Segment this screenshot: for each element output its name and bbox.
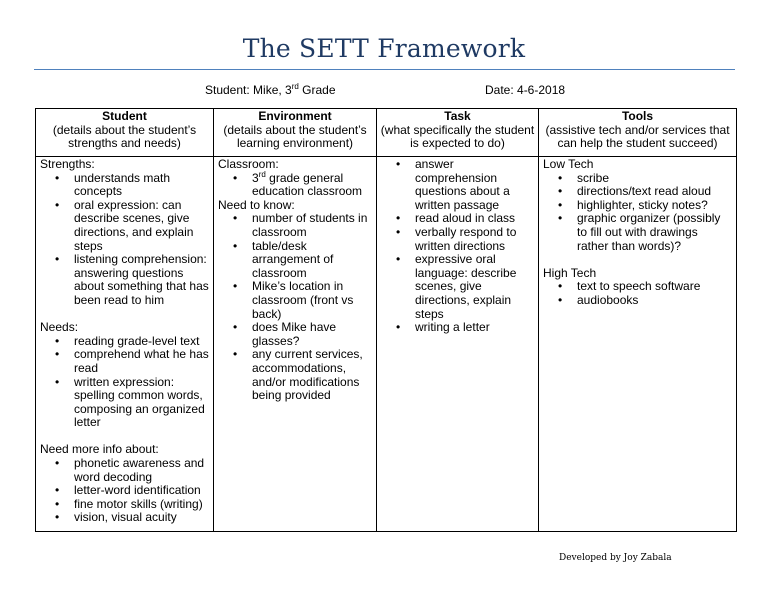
content-row [36, 157, 737, 532]
more-info-label: Need more info about: [40, 442, 159, 457]
classroom-grade-suffix: rd [258, 169, 266, 179]
task-cell [377, 157, 539, 532]
list-item: • phonetic awareness and word decoding [74, 457, 209, 484]
header-environment [214, 109, 377, 157]
list-item: • letter-word identification [74, 484, 209, 498]
header-tools [539, 109, 737, 157]
header-row [36, 109, 737, 157]
list-item: • fine motor skills (writing) [74, 498, 209, 512]
header-student-title: Student [102, 109, 147, 123]
list-item: • Mike’s location in classroom (front vs back) [252, 280, 372, 321]
header-student-desc: (details about the student’s strengths and needs) [52, 122, 197, 150]
date-info: Date: 4-6-2018 [485, 83, 566, 97]
header-task-desc: (what specifically the student is expected to do) [380, 122, 535, 150]
more-info-list [40, 457, 209, 525]
list-item [252, 169, 372, 199]
low-tech-label: Low Tech [543, 157, 594, 171]
environment-cell [214, 157, 377, 532]
list-item: • number of students in classroom [252, 212, 372, 239]
strengths-label: Strengths: [40, 157, 95, 171]
list-item: • writing a letter [415, 321, 534, 335]
header-environment-title: Environment [258, 109, 332, 123]
list-item: • audiobooks [577, 294, 732, 308]
list-item: • verbally respond to written directions [415, 226, 534, 253]
header-environment-desc: (details about the student’s learning environment) [223, 122, 367, 150]
header-task-title: Task [444, 109, 471, 123]
needs-label: Needs: [40, 320, 79, 335]
student-cell [36, 157, 214, 532]
header-tools-desc: (assistive tech and/or services that can help the student succeed) [545, 122, 730, 150]
page-title: The SETT Framework [242, 34, 526, 63]
footer-credit: Developed by Joy Zabala [559, 553, 672, 563]
student-info-text: Student: Mike, 3 [205, 83, 292, 97]
student-grade-label: Grade [298, 83, 336, 97]
need-to-know-list [218, 212, 372, 402]
classroom-label: Classroom: [218, 157, 279, 171]
classroom-desc: grade general education classroom [252, 170, 363, 199]
student-grade-suffix: rd [291, 82, 299, 91]
list-item: • text to speech software [577, 280, 732, 294]
need-to-know-label: Need to know: [218, 197, 295, 212]
high-tech-list [543, 280, 732, 307]
low-tech-list [543, 172, 732, 254]
header-task [377, 109, 539, 157]
task-list [381, 158, 534, 335]
header-student [36, 109, 214, 157]
list-item: • oral expression: can describe scenes, give directions, and explain steps [74, 199, 209, 253]
student-info [205, 83, 336, 97]
title-divider [34, 69, 735, 70]
sett-table [35, 108, 737, 532]
list-item: • expressive oral language: describe scenes, give directions, explain steps [415, 253, 534, 321]
list-item: • answer comprehension questions about a written passage [415, 158, 534, 212]
list-item: • listening comprehension: answering questions about something that has been read to him [74, 253, 209, 307]
classroom-grade: 3 [252, 170, 259, 185]
list-item: • comprehend what he has read [74, 348, 209, 375]
strengths-list [40, 172, 209, 308]
classroom-list [218, 169, 372, 199]
high-tech-label: High Tech [543, 265, 597, 280]
list-item: • read aloud in class [415, 212, 534, 226]
list-item: • understands math concepts [74, 172, 209, 199]
list-item: • does Mike have glasses? [252, 321, 372, 348]
list-item: • reading grade-level text [74, 335, 209, 349]
list-item: • highlighter, sticky notes? [577, 199, 732, 213]
header-tools-title: Tools [621, 109, 654, 123]
needs-list [40, 335, 209, 430]
list-item: • written expression: spelling common words, composing an organized letter [74, 376, 209, 430]
list-item: • scribe [577, 172, 732, 186]
tools-cell [539, 157, 737, 532]
list-item: • directions/text read aloud [577, 185, 732, 199]
list-item: • any current services, accommodations, and/or modifications being provided [252, 348, 372, 402]
list-item: • table/desk arrangement of classroom [252, 240, 372, 281]
list-item: • graphic organizer (possibly to fill out with drawings rather than words)? [577, 212, 732, 253]
list-item: • vision, visual acuity [74, 511, 209, 525]
